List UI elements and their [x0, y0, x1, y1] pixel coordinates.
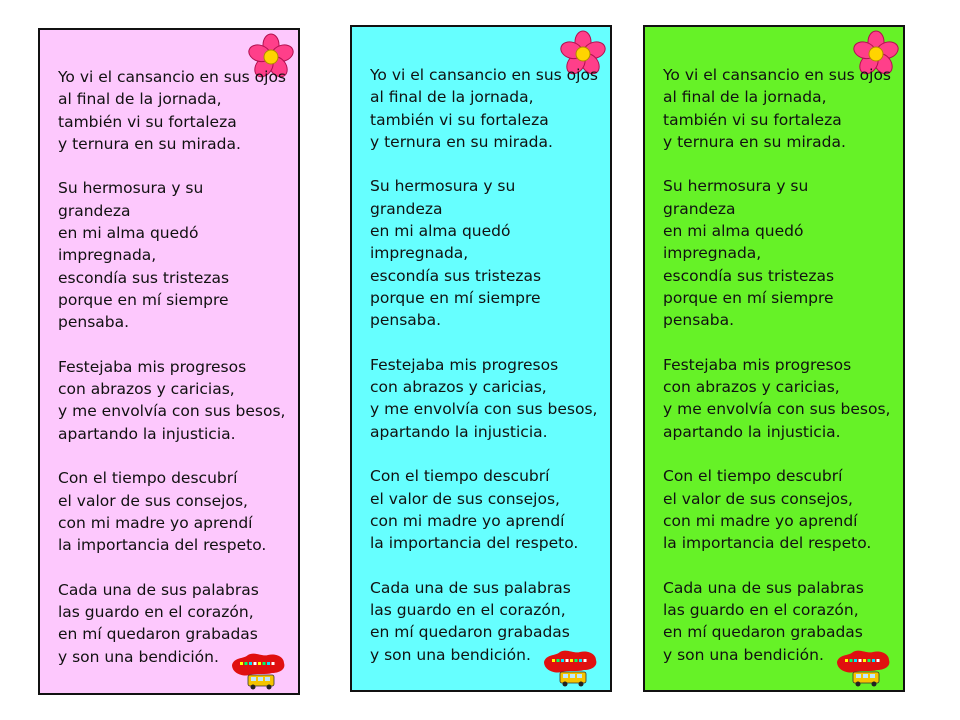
poem-line: Con el tiempo descubrí — [370, 467, 550, 486]
poem-line: Cada una de sus palabras — [663, 578, 864, 597]
stanza — [58, 66, 292, 155]
poem-line: el valor de sus consejos, — [58, 491, 248, 510]
poem-line: escondía sus tristezas — [663, 266, 835, 285]
poem-line: Festejaba mis progresos — [58, 357, 247, 376]
poem-line: apartando la injusticia. — [58, 424, 236, 443]
poem-line: las guardo en el corazón, — [370, 601, 566, 620]
bookmark-green — [643, 25, 905, 692]
poem-line: porque en mí siempre — [370, 288, 541, 307]
poem-line: apartando la injusticia. — [370, 422, 548, 441]
bookmark-pink — [38, 28, 300, 695]
stanza — [663, 175, 897, 331]
poem-line: grandeza — [58, 201, 131, 220]
poem-line: pensaba. — [58, 313, 130, 332]
stanza — [370, 64, 604, 153]
poem-line: pensaba. — [370, 311, 442, 330]
poem-line: impregnada, — [370, 244, 469, 263]
poem-line: al final de la jornada, — [663, 88, 827, 107]
poem-line: Yo vi el cansancio en sus ojos — [370, 66, 599, 84]
poem-line: y son una bendición. — [58, 647, 219, 666]
poem-line: en mi alma quedó — [58, 224, 199, 243]
poem-line: en mi alma quedó — [370, 222, 511, 241]
poem-line: el valor de sus consejos, — [370, 489, 560, 508]
poem-line: Con el tiempo descubrí — [663, 467, 843, 486]
poem-line: al final de la jornada, — [370, 88, 534, 107]
poem-text — [58, 66, 292, 690]
poem-line: y son una bendición. — [370, 645, 531, 664]
poem-line: también vi su fortaleza — [58, 112, 237, 131]
poem-line: pensaba. — [663, 311, 735, 330]
poem-line: la importancia del respeto. — [663, 534, 872, 553]
poem-line: con abrazos y caricias, — [663, 378, 840, 397]
poem-line: Festejaba mis progresos — [663, 355, 852, 374]
poem-line: también vi su fortaleza — [663, 110, 842, 129]
poem-line: la importancia del respeto. — [58, 536, 267, 555]
poem-line: Cada una de sus palabras — [370, 578, 571, 597]
stanza — [663, 465, 897, 554]
poem-line: en mí quedaron grabadas — [370, 623, 570, 642]
poem-line: Yo vi el cansancio en sus ojos — [663, 66, 892, 84]
poem-line: y ternura en su mirada. — [370, 132, 553, 151]
poem-line: impregnada, — [663, 244, 762, 263]
stanza — [58, 467, 292, 556]
stanza — [58, 356, 292, 445]
poem-text — [370, 64, 604, 688]
poem-line: porque en mí siempre — [58, 290, 229, 309]
poem-line: el valor de sus consejos, — [663, 489, 853, 508]
poem-line: escondía sus tristezas — [58, 268, 230, 287]
poem-line: en mí quedaron grabadas — [58, 625, 258, 644]
poem-line: Festejaba mis progresos — [370, 355, 559, 374]
poem-line: las guardo en el corazón, — [663, 601, 859, 620]
poem-line: con abrazos y caricias, — [370, 378, 547, 397]
poem-line: la importancia del respeto. — [370, 534, 579, 553]
red-splash-logo-with-school-bus-icon — [833, 648, 893, 688]
stanza — [370, 465, 604, 554]
stanza — [58, 177, 292, 333]
poem-line: y ternura en su mirada. — [58, 134, 241, 153]
poem-line: con mi madre yo aprendí — [370, 511, 565, 530]
poem-line: impregnada, — [58, 246, 157, 265]
poem-line: y me envolvía con sus besos, — [663, 400, 891, 419]
poem-line: con mi madre yo aprendí — [663, 511, 858, 530]
stanza — [663, 64, 897, 153]
stanza — [663, 354, 897, 443]
poem-line: Su hermosura y su — [663, 177, 809, 196]
poem-line: también vi su fortaleza — [370, 110, 549, 129]
poem-text — [663, 64, 897, 688]
poem-line: con abrazos y caricias, — [58, 380, 235, 399]
poem-line: porque en mí siempre — [663, 288, 834, 307]
poem-line: Yo vi el cansancio en sus ojos — [58, 68, 287, 86]
poem-line: con mi madre yo aprendí — [58, 513, 253, 532]
poem-line: Su hermosura y su — [58, 179, 204, 198]
poem-line: Con el tiempo descubrí — [58, 469, 238, 488]
poem-line: y son una bendición. — [663, 645, 824, 664]
red-splash-logo-with-school-bus-icon — [228, 651, 288, 691]
poem-line: en mí quedaron grabadas — [663, 623, 863, 642]
poem-line: las guardo en el corazón, — [58, 603, 254, 622]
poem-line: al final de la jornada, — [58, 90, 222, 109]
poem-line: y me envolvía con sus besos, — [370, 400, 598, 419]
stanza — [370, 175, 604, 331]
stanza — [370, 354, 604, 443]
poem-line: Su hermosura y su — [370, 177, 516, 196]
poem-line: y me envolvía con sus besos, — [58, 402, 286, 421]
poem-line: en mi alma quedó — [663, 222, 804, 241]
red-splash-logo-with-school-bus-icon — [540, 648, 600, 688]
poem-line: escondía sus tristezas — [370, 266, 542, 285]
poem-line: grandeza — [663, 199, 736, 218]
poem-line: y ternura en su mirada. — [663, 132, 846, 151]
poem-line: grandeza — [370, 199, 443, 218]
poem-line: apartando la injusticia. — [663, 422, 841, 441]
bookmark-cyan — [350, 25, 612, 692]
poem-line: Cada una de sus palabras — [58, 580, 259, 599]
